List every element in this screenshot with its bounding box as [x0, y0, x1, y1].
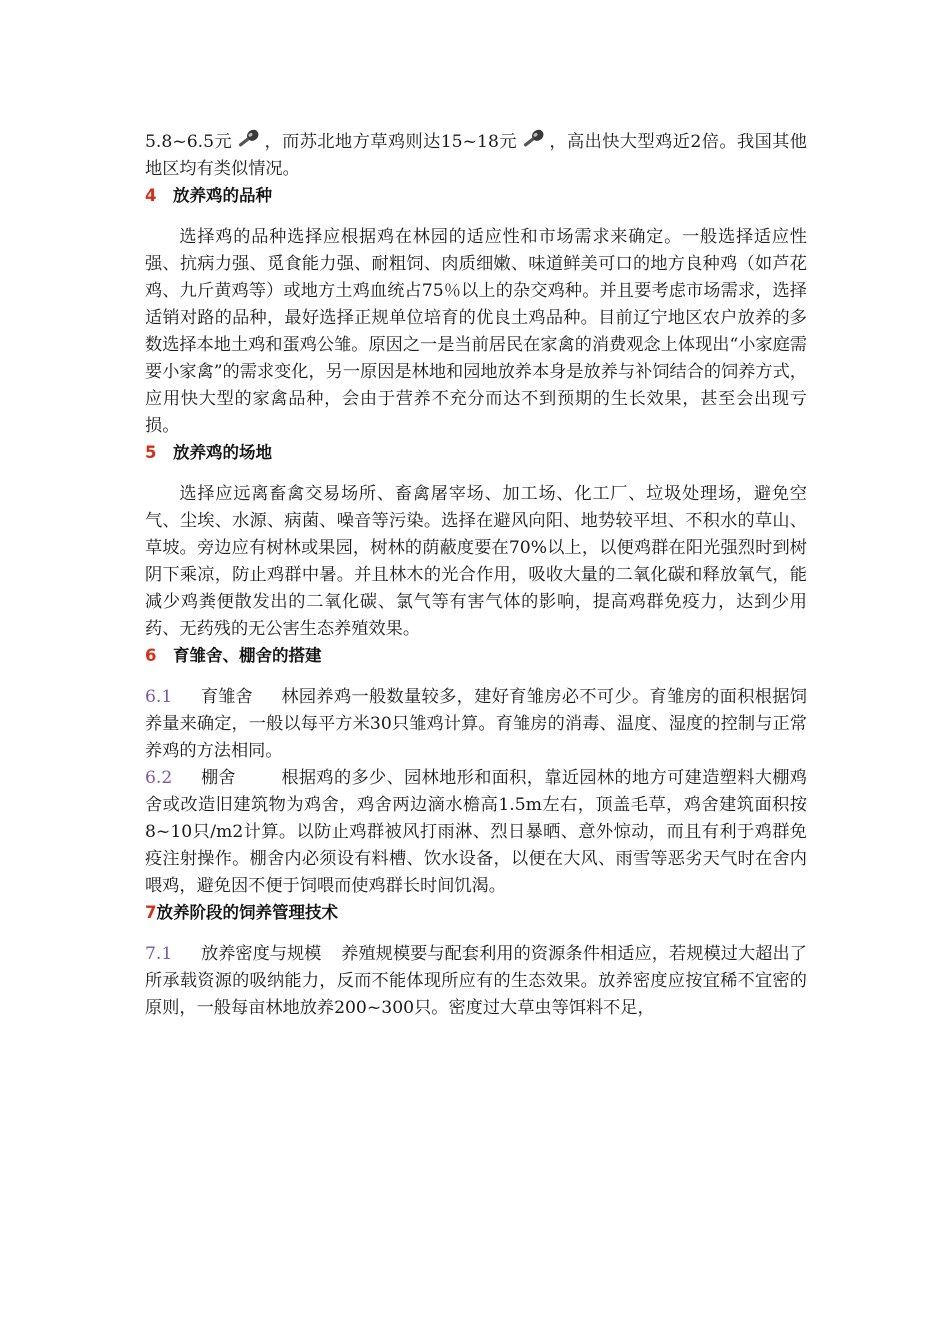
section-7-heading [145, 900, 807, 926]
microphone-icon [233, 128, 263, 150]
subsection-title: 育雏舍 [201, 687, 253, 707]
subsection-title: 放养密度与规模 [201, 944, 322, 964]
subsection-body: 林园养鸡一般数量较多，建好育雏房必不可少。育雏房的面积根据饲养量来确定，一般以每平方米30只雏鸡计算。育雏房的消毒、温度、湿度的控制与正常养鸡的方法相同。 [145, 687, 807, 761]
section-4-heading [145, 183, 807, 209]
section-title: 育雏舍、棚舍的搭建 [173, 646, 322, 665]
document-body [145, 128, 807, 1022]
section-number: 5 [145, 443, 157, 462]
section-title: 放养鸡的品种 [173, 186, 272, 205]
microphone-icon [518, 128, 548, 150]
section-title: 放养阶段的饲养管理技术 [156, 903, 338, 922]
section-5-paragraph: 选择应远离畜禽交易场所、畜禽屠宰场、加工场、化工厂、垃圾处理场，避免空气、尘埃、水源、病菌、噪音等污染。选择在避风向阳、地势较平坦、不积水的草山、草坡。旁边应有树林或果园，树林的荫蔽度要在70%以上，以便鸡群在阳光强烈时到树阴下乘凉，防止鸡群中暑。并且林木的光合作用，吸收大量的二氧化碳和释放氧气，能减少鸡粪便散发出的二氧化碳、氯气等有害气体的影响，提高鸡群免疫力，达到少用药、无药残的无公害生态养殖效果。 [145, 484, 807, 639]
section-number: 4 [145, 186, 157, 205]
subsection-title: 棚舍 [201, 768, 236, 788]
subsection-body: 养殖规模要与配套利用的资源条件相适应，若规模过大超出了所承载资源的吸纳能力，反而不能体现所应有的生态效果。放养密度应按宜稀不宜密的原则，一般每亩林地放养200~300只。密度过大草虫等饵料不足， [145, 944, 807, 1018]
subsection-7-1-paragraph [145, 941, 807, 1022]
section-title: 放养鸡的场地 [173, 443, 272, 462]
section-number: 6 [145, 646, 157, 665]
section-6-heading [145, 643, 807, 669]
section-4-paragraph: 选择鸡的品种选择应根据鸡在林园的适应性和市场需求来确定。一般选择适应性强、抗病力强、觅食能力强、耐粗饲、肉质细嫩、味道鲜美可口的地方良种鸡（如芦花鸡、九斤黄鸡等）或地方土鸡血统占75％以上的杂交鸡种。并且要考虑市场需求，选择适销对路的品种，最好选择正规单位培育的优良土鸡品种。目前辽宁地区农户放养的多数选择本地土鸡和蛋鸡公雏。原因之一是当前居民在家禽的消费观念上体现出“小家庭需要小家禽”的需求变化，另一原因是林地和园地放养本身是放养与补饲结合的饲养方式，应用快大型的家禽品种，会由于营养不充分而达不到预期的生长效果，甚至会出现亏损。 [145, 227, 807, 436]
subsection-6-2-paragraph [145, 765, 807, 900]
subsection-number: 7.1 [145, 944, 173, 964]
subsection-6-1-paragraph [145, 684, 807, 765]
subsection-number: 6.1 [145, 687, 173, 707]
subsection-number: 6.2 [145, 768, 173, 788]
subsection-body: 根据鸡的多少、园林地形和面积，靠近园林的地方可建造塑料大棚鸡舍或改造旧建筑物为鸡舍，鸡舍两边滴水檐高1.5m左右，顶盖毛草，鸡舍建筑面积按8~10只/m2计算。以防止鸡群被风打雨淋、烈日暴晒、意外惊动，而且有利于鸡群免疫注射操作。棚舍内必须设有料槽、饮水设备，以便在大风、雨雪等恶劣天气时在舍内喂鸡，避免因不便于饲喂而使鸡群长时间饥渴。 [145, 768, 807, 896]
section-5-heading [145, 440, 807, 466]
intro-paragraph: 5.8~6.5元 ，而苏北地方草鸡则达15~18元 ，高出快大型鸡近2倍。我国其他地区均有类似情况。 [145, 128, 807, 183]
section-number: 7 [145, 903, 157, 922]
